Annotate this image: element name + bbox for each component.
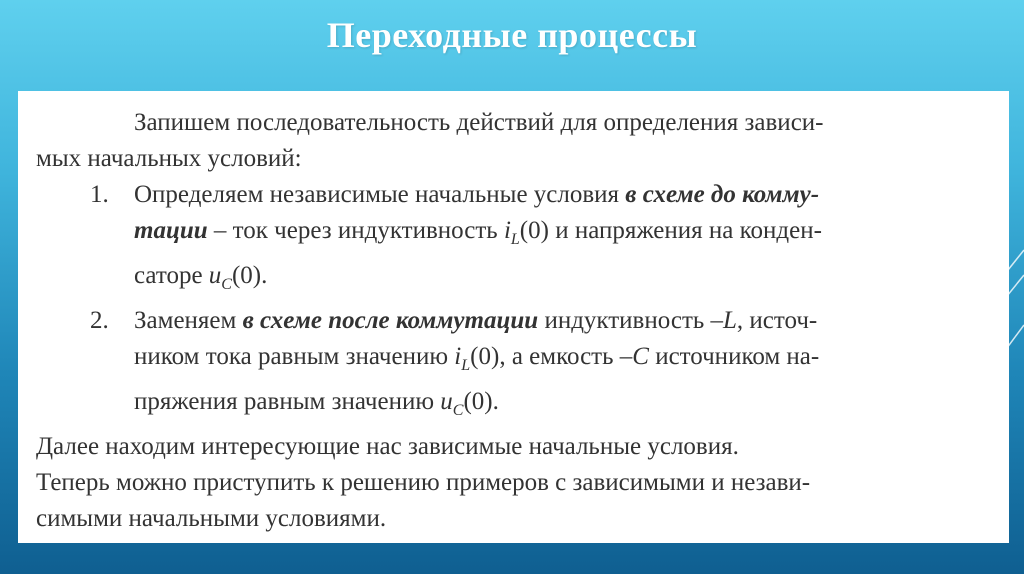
list-item-2-line-3 — [36, 384, 991, 429]
item2-text-d: ником тока равным значению — [134, 343, 455, 370]
math-u: u — [208, 262, 222, 289]
intro-line-1: Запишем последовательность действий для определения зависи- — [134, 109, 824, 136]
slide-title: Переходные процессы — [326, 15, 698, 55]
list-item-1-line-1 — [36, 177, 991, 213]
text-panel — [18, 91, 1009, 543]
math-L: L — [723, 307, 737, 334]
item2-emphasis: в схеме после коммутации — [242, 307, 539, 334]
math-iL0 — [503, 217, 520, 248]
decorative-lines — [984, 230, 1024, 430]
math-i: i — [503, 217, 511, 244]
item1-text-d: саторе — [134, 262, 209, 289]
paragraph-3: Далее находим интересующие нас зависимые начальные условия. — [36, 433, 739, 460]
math-uC0 — [208, 262, 232, 293]
item2-text-g: пряжения равным значению — [134, 388, 441, 415]
math-arg: (0). — [463, 388, 499, 415]
list-number-1: 1. — [90, 181, 109, 208]
item2-text-a: Заменяем — [134, 307, 243, 334]
list-item-2-line-2 — [36, 339, 991, 384]
item1-text-b: – ток через индуктивность — [207, 217, 504, 244]
math-i: i — [454, 343, 462, 370]
item2-text-c: , источ- — [736, 307, 818, 334]
item2-text-b: индуктивность – — [538, 307, 724, 334]
math-sub-L: L — [510, 231, 520, 248]
math-sub-C: C — [452, 402, 464, 419]
math-u: u — [440, 388, 453, 415]
item2-text-f: источником на- — [648, 343, 820, 370]
paragraph-4-line-2: симыми начальными условиями. — [36, 505, 387, 532]
math-sub-L: L — [461, 357, 471, 374]
math-arg: (0) — [470, 343, 500, 370]
item2-text-e: , а емкость – — [499, 343, 633, 370]
item1-emphasis-b: тации — [134, 217, 208, 244]
list-number-2: 2. — [90, 307, 109, 334]
math-uC0 — [440, 388, 464, 419]
list-item-1-line-2 — [36, 213, 991, 258]
list-item-2-line-1 — [36, 303, 991, 339]
math-arg: (0). — [231, 262, 268, 289]
item1-text-a: Определяем независимые начальные условия — [134, 181, 626, 208]
math-sub-C: C — [221, 276, 232, 293]
math-arg: (0) — [519, 217, 549, 244]
list-item-1-line-3 — [36, 258, 991, 303]
item1-text-c: и напряжения на конден- — [548, 217, 822, 244]
math-iL0 — [454, 343, 471, 374]
item1-emphasis-a: в схеме до комму- — [625, 181, 820, 208]
math-C: C — [632, 343, 649, 370]
paragraph-4-line-1: Теперь можно приступить к решению примеров с зависимыми и незави- — [36, 469, 811, 496]
intro-line-2: мых начальных условий: — [36, 145, 302, 172]
